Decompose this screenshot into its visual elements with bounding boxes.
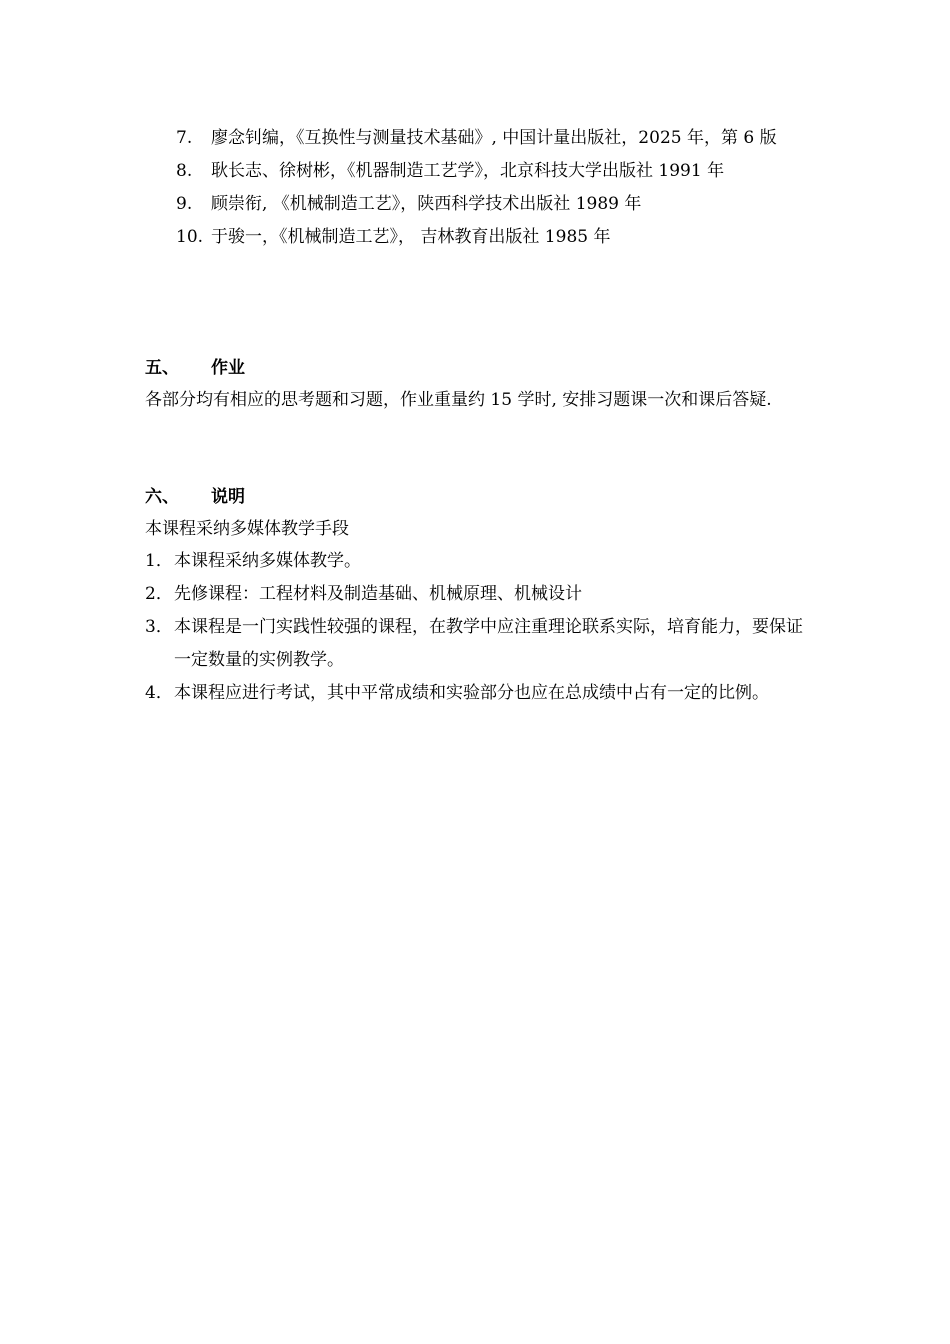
note-text: 本课程是一门实践性较强的课程，在教学中应注重理论联系实际，培育能力，要保证一定数量的实例教学。 [174,617,803,670]
note-text: 本课程采纳多媒体教学。 [174,551,361,571]
reference-number: 8. [176,161,193,181]
note-text: 本课程应进行考试，其中平常成绩和实验部分也应在总成绩中占有一定的比例。 [174,683,769,703]
note-item [145,545,815,578]
reference-text: 于骏一，《机械制造工艺》， 吉林教育出版社 1985 年 [211,227,611,247]
section-title: 说明 [211,487,245,507]
reference-text: 廖念钊编，《互换性与测量技术基础》, 中国计量出版社，2025 年，第 6 版 [211,128,777,148]
reference-number: 10. [176,227,204,247]
section-heading [145,352,815,384]
reference-item [176,221,816,254]
section-title: 作业 [211,358,245,378]
section-heading [145,481,815,513]
note-item [145,677,815,710]
notes-intro: 本课程采纳多媒体教学手段 [145,519,349,539]
reference-item [176,122,816,155]
reference-number: 9. [176,194,193,214]
note-number: 4． [145,683,173,703]
section-number: 五、 [145,358,179,378]
reference-number: 7. [176,128,193,148]
reference-text: 顾崇衔, 《机械制造工艺》，陕西科学技术出版社 1989 年 [211,194,642,214]
notes-section [145,481,815,710]
reference-item [176,188,816,221]
reference-list [176,122,816,254]
homework-section [145,352,815,416]
note-item [145,578,815,611]
reference-item [176,155,816,188]
note-number: 2． [145,584,173,604]
note-number: 3． [145,617,173,637]
section-number: 六、 [145,487,179,507]
homework-body: 各部分均有相应的思考题和习题，作业重量约 15 学时, 安排习题课一次和课后答疑. [145,390,772,410]
note-text: 先修课程：工程材料及制造基础、机械原理、机械设计 [174,584,582,604]
reference-text: 耿长志、徐树彬，《机器制造工艺学》，北京科技大学出版社 1991 年 [211,161,725,181]
note-number: 1． [145,551,173,571]
note-item [145,611,815,677]
